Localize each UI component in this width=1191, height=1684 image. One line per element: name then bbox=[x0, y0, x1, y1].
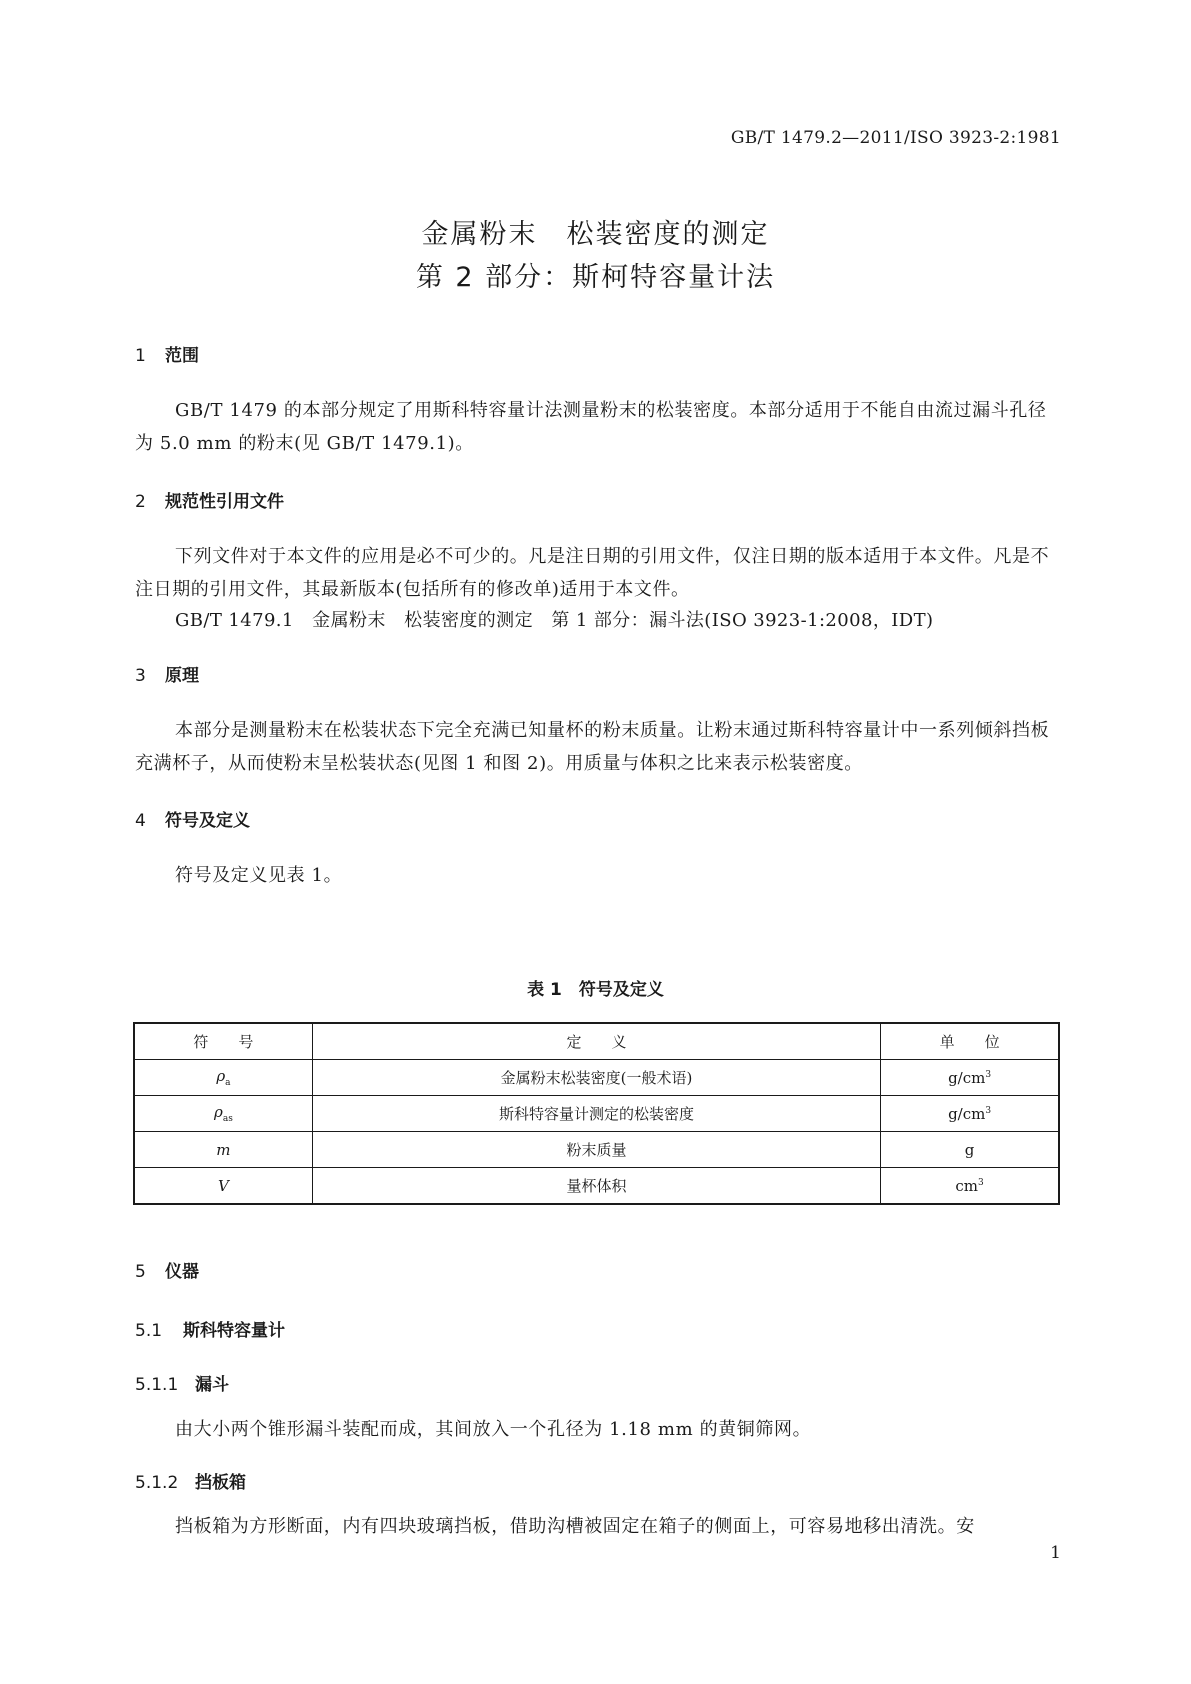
unit-cell bbox=[881, 1060, 1059, 1096]
table-row bbox=[134, 1060, 1059, 1096]
section-5-1-heading bbox=[135, 1316, 285, 1341]
table-row bbox=[134, 1096, 1059, 1132]
normative-reference: GB/T 1479.1 金属粉末 松装密度的测定 第 1 部分：漏斗法(ISO 3923-1:2008，IDT) bbox=[175, 610, 934, 631]
unit-superscript: 3 bbox=[985, 1069, 992, 1080]
section-number: 3 bbox=[135, 666, 146, 686]
symbols-table bbox=[133, 1022, 1060, 1205]
symbol: m bbox=[216, 1140, 231, 1159]
section-4-heading bbox=[135, 806, 250, 831]
section-number: 1 bbox=[135, 346, 146, 366]
table-caption: 表 1 符号及定义 bbox=[527, 980, 664, 1000]
section-title: 符号及定义 bbox=[165, 811, 250, 831]
symbol-subscript: a bbox=[225, 1078, 231, 1088]
unit-cell bbox=[881, 1168, 1059, 1205]
section-number: 5 bbox=[135, 1262, 146, 1282]
symbol-cell bbox=[134, 1132, 312, 1168]
section-title: 挡板箱 bbox=[195, 1473, 246, 1493]
section-title: 漏斗 bbox=[195, 1375, 229, 1395]
symbol-cell bbox=[134, 1060, 312, 1096]
section-2-paragraph: 下列文件对于本文件的应用是必不可少的。凡是注日期的引用文件，仅注日期的版本适用于本文件。凡是不注日期的引用文件，其最新版本(包括所有的修改单)适用于本文件。 bbox=[135, 546, 1050, 600]
unit: g/cm bbox=[948, 1068, 986, 1087]
document-title-line1: 金属粉末 松装密度的测定 bbox=[421, 219, 770, 250]
symbol: V bbox=[218, 1176, 229, 1195]
definition-cell: 粉末质量 bbox=[312, 1132, 880, 1168]
symbol-subscript: as bbox=[222, 1114, 233, 1124]
symbol: ρ bbox=[214, 1103, 223, 1121]
symbol-cell bbox=[134, 1096, 312, 1132]
section-5-1-2-paragraph: 挡板箱为方形断面，内有四块玻璃挡板，借助沟槽被固定在箱子的侧面上，可容易地移出清洗。安 bbox=[175, 1516, 975, 1537]
document-title-line2: 第 2 部分：斯柯特容量计法 bbox=[415, 262, 776, 293]
unit: g/cm bbox=[948, 1104, 986, 1123]
section-5-heading bbox=[135, 1257, 199, 1282]
section-number: 4 bbox=[135, 811, 146, 831]
section-title: 斯科特容量计 bbox=[183, 1321, 285, 1341]
section-3-heading bbox=[135, 661, 199, 686]
standard-code-header: GB/T 1479.2—2011/ISO 3923-2:1981 bbox=[730, 128, 1061, 148]
definition-cell: 斯科特容量计测定的松装密度 bbox=[312, 1096, 880, 1132]
section-1-heading bbox=[135, 341, 199, 366]
section-title: 原理 bbox=[165, 666, 199, 686]
section-1-paragraph: GB/T 1479 的本部分规定了用斯科特容量计法测量粉末的松装密度。本部分适用于不能自由流过漏斗孔径为 5.0 mm 的粉末(见 GB/T 1479.1)。 bbox=[135, 400, 1047, 454]
symbol: ρ bbox=[216, 1067, 226, 1085]
section-4-paragraph: 符号及定义见表 1。 bbox=[175, 865, 343, 886]
header-unit: 单 位 bbox=[881, 1023, 1059, 1060]
unit: cm bbox=[955, 1176, 979, 1195]
unit-superscript: 3 bbox=[985, 1105, 992, 1116]
table-row bbox=[134, 1168, 1059, 1205]
table-row bbox=[134, 1132, 1059, 1168]
section-title: 范围 bbox=[165, 346, 199, 366]
header-definition: 定 义 bbox=[312, 1023, 880, 1060]
section-number: 5.1.2 bbox=[135, 1473, 179, 1493]
definition-cell: 量杯体积 bbox=[312, 1168, 880, 1205]
page-number: 1 bbox=[1050, 1543, 1061, 1563]
section-3-paragraph: 本部分是测量粉末在松装状态下完全充满已知量杯的粉末质量。让粉末通过斯科特容量计中一系列倾斜挡板充满杯子，从而使粉末呈松装状态(见图 1 和图 2)。用质量与体积之比来表示松装密度。 bbox=[135, 720, 1050, 774]
table-header-row bbox=[134, 1023, 1059, 1060]
definition-cell: 金属粉末松装密度(一般术语) bbox=[312, 1060, 880, 1096]
unit-cell bbox=[881, 1132, 1059, 1168]
header-symbol: 符 号 bbox=[134, 1023, 312, 1060]
section-number: 5.1.1 bbox=[135, 1375, 179, 1395]
section-5-1-1-paragraph: 由大小两个锥形漏斗装配而成，其间放入一个孔径为 1.18 mm 的黄铜筛网。 bbox=[175, 1419, 812, 1440]
symbol-cell bbox=[134, 1168, 312, 1205]
section-2-heading bbox=[135, 487, 284, 512]
section-title: 规范性引用文件 bbox=[165, 492, 284, 512]
unit: g bbox=[964, 1140, 975, 1159]
section-number: 5.1 bbox=[135, 1321, 163, 1341]
section-number: 2 bbox=[135, 492, 146, 512]
section-5-1-2-heading bbox=[135, 1468, 246, 1493]
unit-cell bbox=[881, 1096, 1059, 1132]
section-title: 仪器 bbox=[165, 1262, 199, 1282]
section-5-1-1-heading bbox=[135, 1370, 229, 1395]
unit-superscript: 3 bbox=[978, 1177, 984, 1188]
